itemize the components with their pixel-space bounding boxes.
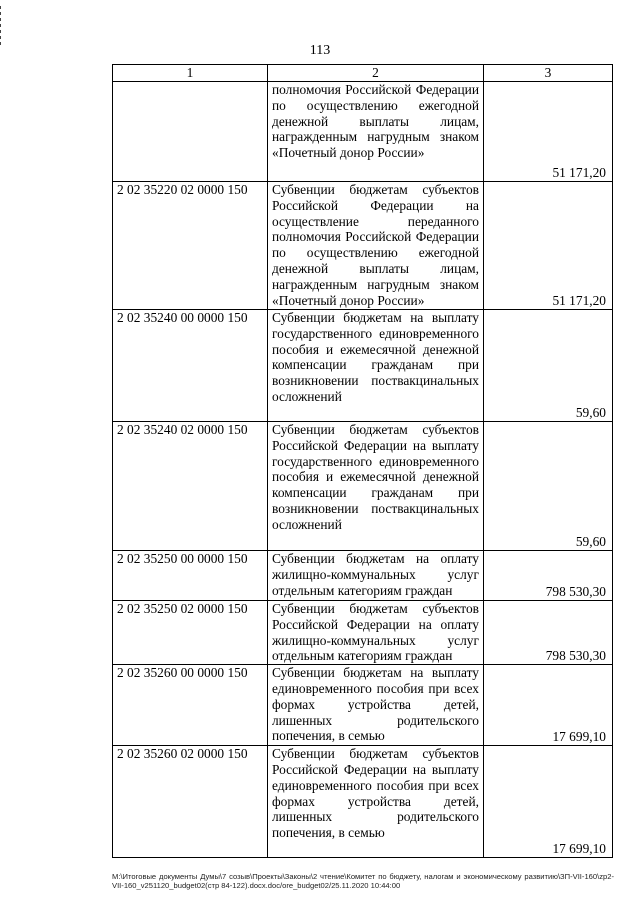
- row-amount: 51 171,20: [484, 82, 613, 182]
- table-row: [113, 310, 613, 422]
- row-name: Субвенции бюджетам на оплату жилищно-коммунальных услуг отдельным категориям граждан: [268, 551, 484, 601]
- column-header-1: 1: [113, 65, 268, 82]
- table-row: [113, 82, 613, 182]
- row-code: 2 02 35250 00 0000 150: [113, 551, 268, 601]
- row-code: 2 02 35220 02 0000 150: [113, 182, 268, 310]
- row-name: Субвенции бюджетам субъектов Российской Федерации на выплату единовременного пособия при всех формах устройства детей, лишенных родительского попечения, в семью: [268, 746, 484, 858]
- row-amount: 17 699,10: [484, 746, 613, 858]
- row-name: Субвенции бюджетам на выплату единовременного пособия при всех формах устройства детей, лишенных родительского попечения, в семью: [268, 665, 484, 746]
- table-row: [113, 182, 613, 310]
- row-amount: 17 699,10: [484, 665, 613, 746]
- row-name: Субвенции бюджетам субъектов Российской Федерации на выплату государственного единовременного пособия и ежемесячной денежной компенсации гражданам при возникновении поствакцинальных осложнений: [268, 422, 484, 551]
- row-code: [113, 82, 268, 182]
- row-name: Субвенции бюджетам на выплату государственного единовременного пособия и ежемесячной денежной компенсации гражданам при возникновении поствакцинальных осложнений: [268, 310, 484, 422]
- row-name: Субвенции бюджетам субъектов Российской Федерации на осуществление переданного полномочия Российской Федерации по осуществлению ежегодной денежной выплаты лицам, награжденным нагрудным знаком «Почетный донор России»: [268, 182, 484, 310]
- row-amount: 51 171,20: [484, 182, 613, 310]
- row-code: 2 02 35240 00 0000 150: [113, 310, 268, 422]
- table-header-row: [113, 65, 613, 82]
- file-path-footer: M:\Итоговые документы Думы\7 созыв\Проекты\Законы\2 чтение\Комитет по бюджету, налогам и экономическому развитию\ЗП-VII-160\zp2-VII-160_v251120_budget02(стр 84-122).docx.doc/ore_budget02/25.11.2020 10:44:00: [112, 872, 614, 891]
- column-header-3: 3: [484, 65, 613, 82]
- row-code: 2 02 35260 00 0000 150: [113, 665, 268, 746]
- row-amount: 798 530,30: [484, 551, 613, 601]
- row-code: 2 02 35250 02 0000 150: [113, 601, 268, 665]
- budget-table: [112, 64, 613, 858]
- row-name: Субвенции бюджетам субъектов Российской Федерации на оплату жилищно-коммунальных услуг отдельным категориям граждан: [268, 601, 484, 665]
- row-code: 2 02 35260 02 0000 150: [113, 746, 268, 858]
- row-amount: 59,60: [484, 422, 613, 551]
- table-row: [113, 551, 613, 601]
- page-number: 113: [309, 43, 331, 58]
- row-name: полномочия Российской Федерации по осуществлению ежегодной денежной выплаты лицам, награжденным нагрудным знаком «Почетный донор России»: [268, 82, 484, 182]
- table-row: [113, 422, 613, 551]
- table-row: [113, 601, 613, 665]
- row-amount: 59,60: [484, 310, 613, 422]
- table-row: [113, 665, 613, 746]
- table-row: [113, 746, 613, 858]
- row-code: 2 02 35240 02 0000 150: [113, 422, 268, 551]
- row-amount: 798 530,30: [484, 601, 613, 665]
- column-header-2: 2: [268, 65, 484, 82]
